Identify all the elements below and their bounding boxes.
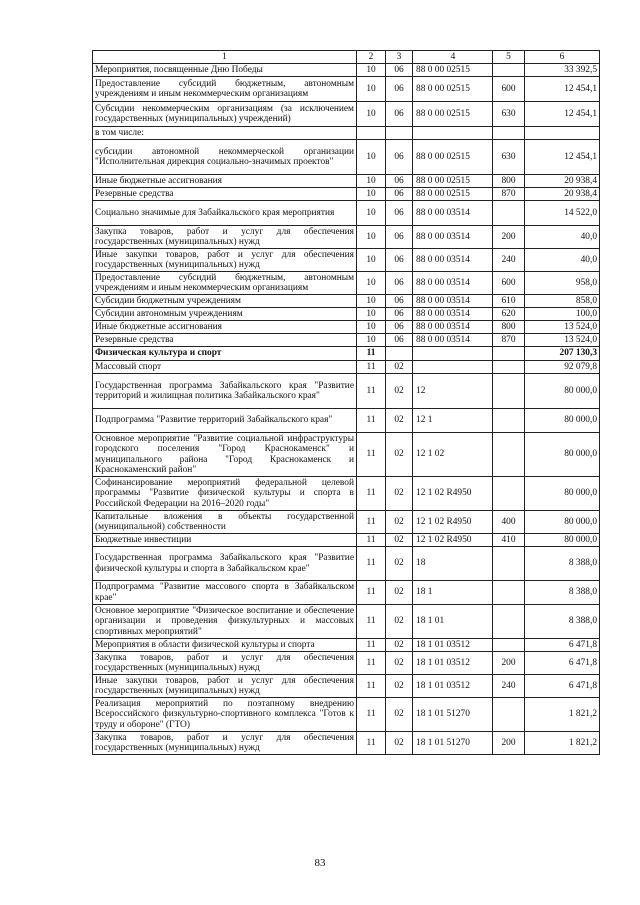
item-name-cell: Капитальные вложения в объекты государственной (муниципальной) собственности [93,511,357,534]
expense-type-cell [493,361,525,374]
expense-type-cell [493,201,525,226]
expense-type-cell: 600 [493,77,525,102]
section-code-cell: 11 [357,374,386,409]
expense-type-cell: 870 [493,188,525,201]
expense-type-cell [493,639,525,652]
target-article-cell: 88 0 00 03514 [413,226,493,249]
item-name-cell: Основное мероприятие "Развитие социальной инфраструктуры городского поселения "Город Краснокаменск" и муниципального района "Город Краснокаменск и Краснокаменский район" [93,433,357,477]
subsection-code-cell: 02 [386,605,413,639]
expense-type-cell: 610 [493,295,525,308]
item-name-cell: Иные бюджетные ассигнования [93,321,357,334]
amount-cell: 20 938,4 [525,188,600,201]
section-code-cell: 10 [357,140,386,175]
subsection-code-cell: 02 [386,534,413,547]
section-code-cell: 10 [357,175,386,188]
section-code-cell: 11 [357,534,386,547]
amount-cell: 8 388,0 [525,547,600,581]
table-row [93,605,600,639]
target-article-cell: 88 0 00 03514 [413,334,493,347]
target-article-cell: 12 1 02 R4950 [413,511,493,534]
amount-cell: 80 000,0 [525,433,600,477]
expense-type-cell: 200 [493,732,525,755]
header-cell-2: 2 [357,51,386,64]
subsection-code-cell: 02 [386,698,413,732]
table-row [93,409,600,433]
item-name-cell: Предоставление субсидий бюджетным, автономным учреждениям и иным некоммерческим организациям [93,272,357,295]
section-code-cell: 10 [357,308,386,321]
section-code-cell: 11 [357,347,386,361]
amount-cell: 40,0 [525,249,600,272]
table-row [93,652,600,675]
table-row [93,334,600,347]
section-code-cell: 10 [357,77,386,102]
subsection-code-cell: 06 [386,201,413,226]
expense-type-cell: 240 [493,249,525,272]
table-row [93,732,600,755]
amount-cell: 13 524,0 [525,321,600,334]
table-row [93,175,600,188]
item-name-cell: Государственная программа Забайкальского края "Развитие территорий и жилищная политика Забайкальского края" [93,374,357,409]
header-cell-3: 3 [386,51,413,64]
table-row [93,581,600,605]
expense-type-cell: 620 [493,308,525,321]
budget-table [92,50,600,755]
target-article-cell [413,127,493,140]
table-row [93,698,600,732]
amount-cell: 6 471,8 [525,675,600,698]
subsection-code-cell: 02 [386,477,413,511]
section-code-cell: 10 [357,102,386,127]
amount-cell: 92 079,8 [525,361,600,374]
target-article-cell: 18 1 01 03512 [413,652,493,675]
section-code-cell: 10 [357,226,386,249]
amount-cell: 100,0 [525,308,600,321]
table-row [93,295,600,308]
amount-cell: 40,0 [525,226,600,249]
section-code-cell: 11 [357,639,386,652]
amount-cell: 8 388,0 [525,581,600,605]
item-name-cell: Закупка товаров, работ и услуг для обеспечения государственных (муниципальных) нужд [93,652,357,675]
section-code-cell: 10 [357,249,386,272]
expense-type-cell: 400 [493,511,525,534]
subsection-code-cell: 06 [386,77,413,102]
target-article-cell: 88 0 00 03514 [413,272,493,295]
subsection-code-cell [386,127,413,140]
subsection-code-cell: 02 [386,409,413,433]
table-row [93,374,600,409]
header-cell-6: 6 [525,51,600,64]
table-row [93,272,600,295]
expense-type-cell: 800 [493,321,525,334]
table-row [93,226,600,249]
table-row [93,249,600,272]
target-article-cell: 88 0 00 02515 [413,188,493,201]
target-article-cell: 12 1 02 R4950 [413,534,493,547]
item-name-cell: Реализация мероприятий по поэтапному внедрению Всероссийского физкультурно-спортивного комплекса "Готов к труду и обороне" (ГТО) [93,698,357,732]
amount-cell: 8 388,0 [525,605,600,639]
subsection-code-cell [386,347,413,361]
expense-type-cell: 600 [493,272,525,295]
subsection-code-cell: 02 [386,581,413,605]
table-row [93,308,600,321]
amount-cell: 6 471,8 [525,652,600,675]
table-row [93,511,600,534]
table-row [93,102,600,127]
section-code-cell: 10 [357,321,386,334]
subsection-code-cell: 06 [386,175,413,188]
table-row [93,64,600,77]
expense-type-cell [493,605,525,639]
expense-type-cell: 630 [493,140,525,175]
amount-cell: 14 522,0 [525,201,600,226]
table-row [93,361,600,374]
item-name-cell: Иные закупки товаров, работ и услуг для обеспечения государственных (муниципальных) нужд [93,249,357,272]
item-name-cell: Резервные средства [93,334,357,347]
target-article-cell: 18 1 01 51270 [413,732,493,755]
table-row [93,639,600,652]
item-name-cell: Подпрограмма "Развитие массового спорта в Забайкальском крае" [93,581,357,605]
expense-type-cell [493,547,525,581]
subsection-code-cell: 06 [386,295,413,308]
item-name-cell: субсидии автономной некоммерческой организации "Исполнительная дирекция социально-значимых проектов" [93,140,357,175]
target-article-cell: 18 1 01 51270 [413,698,493,732]
expense-type-cell: 410 [493,534,525,547]
item-name-cell: Социально значимые для Забайкальского края мероприятия [93,201,357,226]
table-header-row [93,51,600,64]
subsection-code-cell: 06 [386,226,413,249]
target-article-cell: 18 1 01 03512 [413,639,493,652]
amount-cell: 80 000,0 [525,409,600,433]
target-article-cell: 18 [413,547,493,581]
target-article-cell: 12 [413,374,493,409]
target-article-cell: 88 0 00 03514 [413,295,493,308]
table-row [93,675,600,698]
section-code-cell: 11 [357,581,386,605]
amount-cell: 80 000,0 [525,477,600,511]
table-row [93,140,600,175]
expense-type-cell [493,477,525,511]
target-article-cell: 88 0 00 03514 [413,201,493,226]
subsection-code-cell: 02 [386,732,413,755]
subsection-code-cell: 06 [386,64,413,77]
table-row [93,433,600,477]
item-name-cell: Бюджетные инвестиции [93,534,357,547]
table-row [93,188,600,201]
expense-type-cell: 240 [493,675,525,698]
item-name-cell: Софинансирование мероприятий федеральной целевой программы "Развитие физической культуры и спорта в Российской Федерации на 2016–2020 годы" [93,477,357,511]
amount-cell: 12 454,1 [525,102,600,127]
item-name-cell: Закупка товаров, работ и услуг для обеспечения государственных (муниципальных) нужд [93,732,357,755]
subsection-code-cell: 06 [386,334,413,347]
target-article-cell: 12 1 02 [413,433,493,477]
amount-cell: 13 524,0 [525,334,600,347]
target-article-cell [413,347,493,361]
section-code-cell: 11 [357,477,386,511]
table-row [93,547,600,581]
page-number: 83 [314,857,326,869]
subsection-code-cell: 06 [386,321,413,334]
section-code-cell: 11 [357,361,386,374]
expense-type-cell [493,347,525,361]
amount-cell: 80 000,0 [525,511,600,534]
amount-cell [525,127,600,140]
expense-type-cell: 200 [493,652,525,675]
item-name-cell: Физическая культура и спорт [93,347,357,361]
subsection-code-cell: 02 [386,433,413,477]
target-article-cell: 88 0 00 02515 [413,140,493,175]
section-code-cell: 11 [357,732,386,755]
subsection-code-cell: 06 [386,308,413,321]
table-row [93,347,600,361]
expense-type-cell: 870 [493,334,525,347]
header-cell-4: 4 [413,51,493,64]
item-name-cell: Мероприятия, посвященные Дню Победы [93,64,357,77]
subsection-code-cell: 06 [386,102,413,127]
item-name-cell: Иные закупки товаров, работ и услуг для обеспечения государственных (муниципальных) нужд [93,675,357,698]
amount-cell: 958,0 [525,272,600,295]
subsection-code-cell: 06 [386,188,413,201]
amount-cell: 1 821,2 [525,698,600,732]
amount-cell: 33 392,5 [525,64,600,77]
subsection-code-cell: 02 [386,639,413,652]
target-article-cell: 88 0 00 03514 [413,249,493,272]
subsection-code-cell: 02 [386,652,413,675]
header-cell-5: 5 [493,51,525,64]
expense-type-cell: 200 [493,226,525,249]
table-row [93,201,600,226]
section-code-cell: 11 [357,675,386,698]
subsection-code-cell: 02 [386,511,413,534]
item-name-cell: Массовый спорт [93,361,357,374]
target-article-cell: 88 0 00 02515 [413,77,493,102]
target-article-cell: 88 0 00 02515 [413,64,493,77]
section-code-cell: 10 [357,188,386,201]
item-name-cell: Мероприятия в области физической культуры и спорта [93,639,357,652]
section-code-cell: 11 [357,409,386,433]
item-name-cell: Закупка товаров, работ и услуг для обеспечения государственных (муниципальных) нужд [93,226,357,249]
item-name-cell: Основное мероприятие "Физическое воспитание и обеспечение организации и проведения физкультурных и массовых спортивных мероприятий" [93,605,357,639]
target-article-cell: 88 0 00 02515 [413,102,493,127]
amount-cell: 12 454,1 [525,140,600,175]
item-name-cell: Иные бюджетные ассигнования [93,175,357,188]
table-row [93,127,600,140]
subsection-code-cell: 02 [386,374,413,409]
target-article-cell: 18 1 [413,581,493,605]
expense-type-cell: 800 [493,175,525,188]
subsection-code-cell: 06 [386,272,413,295]
expense-type-cell [493,433,525,477]
table-row [93,534,600,547]
target-article-cell: 88 0 00 03514 [413,321,493,334]
target-article-cell: 12 1 02 R4950 [413,477,493,511]
amount-cell: 20 938,4 [525,175,600,188]
item-name-cell: Субсидии автономным учреждениям [93,308,357,321]
subsection-code-cell: 02 [386,675,413,698]
amount-cell: 80 000,0 [525,534,600,547]
target-article-cell: 18 1 01 [413,605,493,639]
expense-type-cell: 630 [493,102,525,127]
expense-type-cell [493,581,525,605]
section-code-cell: 11 [357,511,386,534]
expense-type-cell [493,698,525,732]
item-name-cell: Резервные средства [93,188,357,201]
target-article-cell: 88 0 00 03514 [413,308,493,321]
section-code-cell: 10 [357,201,386,226]
section-code-cell [357,127,386,140]
target-article-cell: 12 1 [413,409,493,433]
subsection-code-cell: 06 [386,249,413,272]
section-code-cell: 11 [357,605,386,639]
section-code-cell: 10 [357,334,386,347]
subsection-code-cell: 06 [386,140,413,175]
section-code-cell: 10 [357,64,386,77]
table-row [93,477,600,511]
target-article-cell: 18 1 01 03512 [413,675,493,698]
item-name-cell: в том числе: [93,127,357,140]
expense-type-cell [493,409,525,433]
amount-cell: 858,0 [525,295,600,308]
expense-type-cell [493,374,525,409]
subsection-code-cell: 02 [386,547,413,581]
amount-cell: 80 000,0 [525,374,600,409]
section-code-cell: 11 [357,433,386,477]
section-code-cell: 11 [357,698,386,732]
item-name-cell: Подпрограмма "Развитие территорий Забайкальского края" [93,409,357,433]
table-row [93,77,600,102]
section-code-cell: 11 [357,652,386,675]
section-code-cell: 10 [357,272,386,295]
amount-cell: 207 130,3 [525,347,600,361]
expense-type-cell [493,127,525,140]
subsection-code-cell: 02 [386,361,413,374]
table-row [93,321,600,334]
amount-cell: 6 471,8 [525,639,600,652]
expense-type-cell [493,64,525,77]
budget-table-body [93,51,600,755]
item-name-cell: Государственная программа Забайкальского края "Развитие физической культуры и спорта в Забайкальском крае" [93,547,357,581]
item-name-cell: Предоставление субсидий бюджетным, автономным учреждениям и иным некоммерческим организациям [93,77,357,102]
header-cell-1: 1 [93,51,357,64]
target-article-cell: 88 0 00 02515 [413,175,493,188]
amount-cell: 12 454,1 [525,77,600,102]
section-code-cell: 10 [357,295,386,308]
item-name-cell: Субсидии некоммерческим организациям (за исключением государственных (муниципальных) учреждений) [93,102,357,127]
target-article-cell [413,361,493,374]
item-name-cell: Субсидии бюджетным учреждениям [93,295,357,308]
section-code-cell: 11 [357,547,386,581]
amount-cell: 1 821,2 [525,732,600,755]
